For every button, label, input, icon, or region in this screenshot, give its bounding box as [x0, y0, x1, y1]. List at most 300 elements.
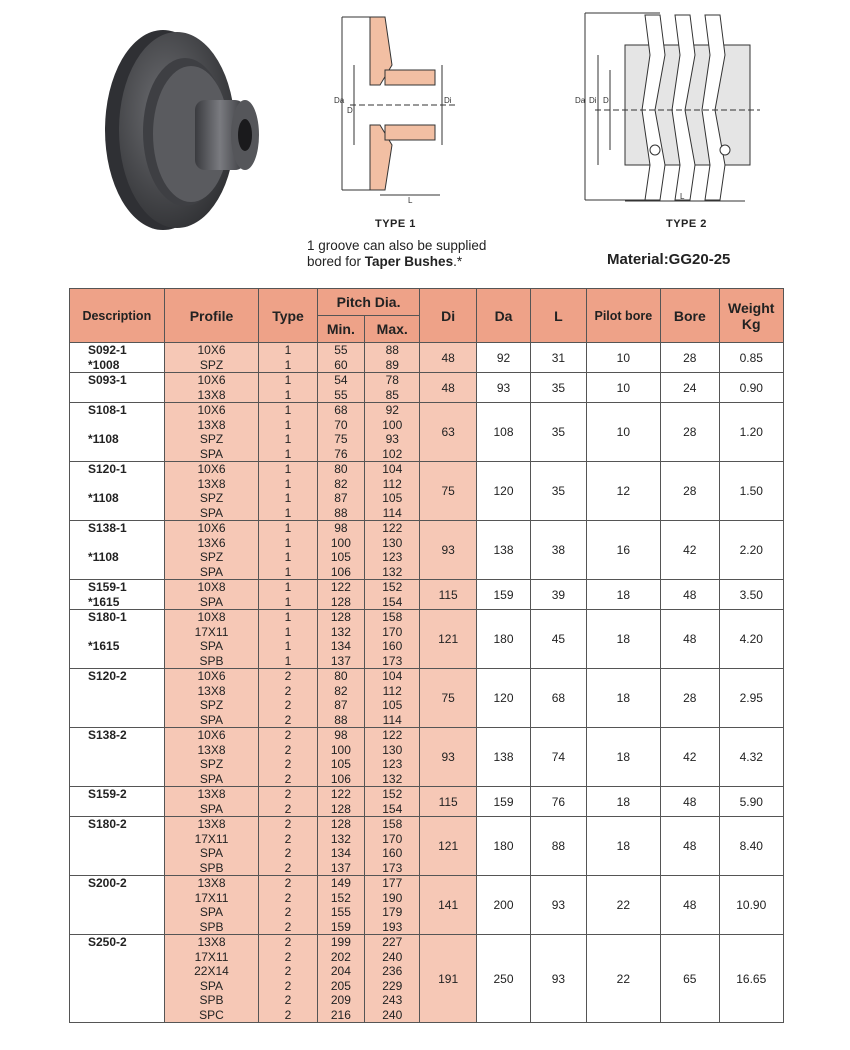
desc-line: [88, 698, 164, 713]
max-line: 158: [382, 610, 403, 624]
min-line: 75: [334, 432, 348, 446]
type-line: 2: [284, 683, 292, 698]
pitch-min-cell: [317, 580, 364, 610]
min-line: 122: [330, 580, 351, 594]
type-line: 2: [284, 801, 292, 816]
pulley-photo: [95, 20, 265, 235]
max-line: 236: [382, 964, 403, 978]
l-cell: 39: [531, 580, 586, 610]
weight-cell: 3.50: [719, 580, 784, 610]
desc-line: [88, 993, 164, 1008]
max-line: 170: [382, 624, 403, 639]
type-line: 2: [284, 905, 292, 919]
desc-cell: [70, 669, 165, 728]
min-line: 82: [334, 476, 348, 491]
note-line-2: [307, 254, 486, 270]
da-cell: 92: [476, 343, 530, 373]
da-cell: 180: [476, 817, 530, 876]
type-line: 1: [284, 580, 292, 594]
l-cell: 76: [531, 787, 586, 817]
weight-cell: 2.95: [719, 669, 784, 728]
note-line-1: 1 groove can also be supplied: [307, 238, 487, 253]
type-line: 1: [284, 564, 292, 579]
spec-table: [69, 288, 784, 1023]
desc-line: S159-1: [88, 580, 127, 594]
pilot-bore-cell: 18: [586, 817, 661, 876]
header-l: L: [531, 289, 586, 343]
type1-diagram: [330, 5, 470, 210]
pilot-bore-cell: 18: [586, 580, 661, 610]
header-weight-line-1: Weight: [728, 299, 775, 316]
table-header: [70, 289, 784, 343]
max-line: 105: [382, 491, 403, 505]
label-da: Da: [334, 96, 345, 105]
profile-line: 17X11: [194, 624, 229, 639]
min-line: 159: [330, 919, 351, 934]
profile-line: 13X6: [197, 535, 226, 550]
profile-line: SPA: [199, 594, 224, 609]
type-line: 2: [284, 949, 292, 964]
weight-cell: 1.20: [719, 403, 784, 462]
min-line: 105: [330, 550, 351, 564]
type-line: 1: [284, 639, 292, 653]
min-line: 149: [330, 876, 351, 890]
header-type: Type: [259, 289, 317, 343]
type-line: 1: [284, 653, 292, 668]
label-da: Da: [575, 96, 586, 105]
profile-line: SPA: [199, 801, 224, 816]
desc-cell: [70, 343, 165, 373]
min-line: 60: [334, 357, 348, 372]
type-line: 1: [284, 357, 292, 372]
min-line: 216: [330, 1007, 351, 1022]
desc-line: [88, 846, 164, 861]
desc-line: [88, 832, 164, 847]
di-cell: 141: [420, 876, 476, 935]
l-cell: 88: [531, 817, 586, 876]
da-cell: 138: [476, 521, 530, 580]
max-line: 100: [382, 417, 403, 432]
type-line: 1: [284, 491, 292, 505]
pitch-min-cell: [317, 610, 364, 669]
max-line: 130: [382, 742, 403, 757]
l-cell: 93: [531, 876, 586, 935]
pitch-max-cell: [365, 787, 420, 817]
type-line: 1: [284, 521, 292, 535]
profile-line: 10X6: [197, 728, 226, 742]
desc-line: [88, 802, 164, 817]
type-line: 2: [284, 712, 292, 727]
pitch-min-cell: [317, 728, 364, 787]
type-line: 1: [284, 535, 292, 550]
type-cell: [259, 343, 317, 373]
desc-line: [88, 418, 164, 433]
min-line: 68: [334, 403, 348, 417]
type-line: 1: [284, 610, 292, 624]
weight-cell: 1.50: [719, 462, 784, 521]
type-line: 2: [284, 890, 292, 905]
header-da: Da: [476, 289, 530, 343]
desc-line: *1615: [88, 639, 120, 653]
type2-caption: TYPE 2: [666, 218, 707, 230]
pitch-min-cell: [317, 373, 364, 403]
profile-line: 13X8: [197, 387, 226, 402]
table-row: [70, 876, 784, 935]
header-description: Description: [70, 289, 165, 343]
profile-line: 10X6: [197, 669, 226, 683]
desc-line: S138-1: [88, 521, 127, 535]
desc-line: [88, 757, 164, 772]
type-line: 1: [284, 462, 292, 476]
bore-cell: 42: [661, 521, 719, 580]
l-cell: 35: [531, 462, 586, 521]
profile-cell: [164, 610, 259, 669]
weight-cell: 4.32: [719, 728, 784, 787]
profile-line: SPA: [199, 505, 224, 520]
max-line: 123: [382, 550, 403, 564]
min-line: 199: [330, 935, 351, 949]
da-cell: 108: [476, 403, 530, 462]
type-line: 2: [284, 669, 292, 683]
label-l: L: [680, 192, 685, 201]
min-line: 82: [334, 683, 348, 698]
min-line: 132: [330, 624, 351, 639]
di-cell: 121: [420, 817, 476, 876]
type-line: 2: [284, 964, 292, 978]
header-min: Min.: [317, 316, 364, 343]
min-line: 134: [330, 846, 351, 860]
pitch-max-cell: [365, 669, 420, 728]
pitch-max-cell: [365, 403, 420, 462]
desc-cell: [70, 373, 165, 403]
taper-bush-note: [307, 238, 486, 270]
min-line: 87: [334, 698, 348, 712]
desc-line: [88, 920, 164, 935]
profile-line: 10X6: [197, 343, 226, 357]
profile-line: SPA: [199, 771, 224, 786]
desc-line: [88, 1008, 164, 1023]
di-cell: 191: [420, 935, 476, 1023]
desc-cell: [70, 787, 165, 817]
profile-cell: [164, 817, 259, 876]
note-line-2-prefix: bored for: [307, 254, 365, 269]
min-line: 122: [330, 787, 351, 801]
da-cell: 250: [476, 935, 530, 1023]
da-cell: 120: [476, 462, 530, 521]
type-line: 2: [284, 993, 292, 1007]
desc-line: [88, 565, 164, 580]
profile-line: SPA: [199, 639, 224, 653]
pitch-min-cell: [317, 669, 364, 728]
max-line: 114: [382, 505, 402, 520]
pitch-max-cell: [365, 373, 420, 403]
pilot-bore-cell: 10: [586, 403, 661, 462]
profile-line: 13X8: [197, 876, 226, 890]
desc-line: S180-1: [88, 610, 127, 624]
profile-line: SPZ: [199, 757, 224, 771]
min-line: 98: [334, 728, 348, 742]
min-line: 55: [334, 387, 348, 402]
header-profile: Profile: [164, 289, 259, 343]
desc-line: [88, 654, 164, 669]
max-line: 132: [382, 771, 403, 786]
pitch-min-cell: [317, 403, 364, 462]
max-line: 243: [382, 993, 403, 1007]
max-line: 104: [382, 462, 403, 476]
l-cell: 68: [531, 669, 586, 728]
da-cell: 159: [476, 787, 530, 817]
pitch-max-cell: [365, 610, 420, 669]
di-cell: 48: [420, 373, 476, 403]
weight-cell: 4.20: [719, 610, 784, 669]
label-l: L: [408, 196, 413, 205]
pitch-max-cell: [365, 876, 420, 935]
di-cell: 63: [420, 403, 476, 462]
weight-cell: 16.65: [719, 935, 784, 1023]
label-d: D: [347, 106, 353, 115]
profile-line: 10X6: [197, 462, 226, 476]
profile-line: SPA: [199, 564, 224, 579]
desc-line: [88, 388, 164, 403]
di-cell: 93: [420, 521, 476, 580]
profile-line: SPZ: [199, 491, 224, 505]
header-max: Max.: [365, 316, 420, 343]
max-line: 158: [382, 817, 403, 831]
min-line: 54: [334, 373, 348, 387]
profile-line: SPB: [199, 860, 224, 875]
desc-line: *1108: [88, 550, 119, 564]
max-line: 240: [382, 949, 403, 964]
max-line: 89: [385, 357, 399, 372]
max-line: 193: [382, 919, 403, 934]
profile-line: SPA: [199, 846, 224, 860]
profile-cell: [164, 373, 259, 403]
desc-cell: [70, 403, 165, 462]
da-cell: 138: [476, 728, 530, 787]
min-line: 128: [330, 610, 351, 624]
weight-cell: 5.90: [719, 787, 784, 817]
table-row: [70, 403, 784, 462]
max-line: 177: [382, 876, 403, 890]
type-line: 2: [284, 757, 292, 771]
profile-line: 13X8: [197, 787, 226, 801]
type-line: 1: [284, 432, 292, 446]
min-line: 106: [330, 771, 351, 786]
min-line: 128: [330, 801, 351, 816]
l-cell: 35: [531, 373, 586, 403]
max-line: 170: [382, 831, 403, 846]
profile-line: SPA: [199, 978, 224, 993]
desc-cell: [70, 876, 165, 935]
max-line: 102: [382, 446, 403, 461]
weight-cell: 10.90: [719, 876, 784, 935]
max-line: 123: [382, 757, 403, 771]
type-line: 1: [284, 403, 292, 417]
max-line: 227: [382, 935, 403, 949]
profile-line: 17X11: [194, 890, 229, 905]
type-cell: [259, 935, 317, 1023]
min-line: 134: [330, 639, 351, 653]
profile-line: SPB: [199, 653, 224, 668]
max-line: 104: [382, 669, 403, 683]
bore-cell: 48: [661, 787, 719, 817]
min-line: 128: [330, 817, 351, 831]
type-line: 2: [284, 846, 292, 860]
type-line: 2: [284, 787, 292, 801]
profile-line: 10X6: [197, 521, 226, 535]
profile-cell: [164, 787, 259, 817]
desc-line: *1615: [88, 594, 120, 609]
type-line: 2: [284, 935, 292, 949]
table-row: [70, 787, 784, 817]
min-line: 128: [330, 594, 351, 609]
min-line: 100: [330, 535, 351, 550]
max-line: 154: [382, 594, 403, 609]
pitch-min-cell: [317, 935, 364, 1023]
label-di: Di: [444, 96, 452, 105]
pitch-min-cell: [317, 462, 364, 521]
pitch-max-cell: [365, 521, 420, 580]
desc-cell: [70, 521, 165, 580]
max-line: 130: [382, 535, 403, 550]
desc-line: *1008: [88, 357, 120, 372]
desc-line: [88, 625, 164, 640]
max-line: 112: [382, 683, 402, 698]
table-row: [70, 728, 784, 787]
type-cell: [259, 462, 317, 521]
profile-line: SPB: [199, 993, 224, 1007]
profile-line: 13X8: [197, 817, 226, 831]
table-row: [70, 373, 784, 403]
min-line: 100: [330, 742, 351, 757]
table-row: [70, 669, 784, 728]
material-label: Material:GG20-25: [607, 251, 731, 268]
pitch-max-cell: [365, 580, 420, 610]
type-line: 1: [284, 387, 292, 402]
min-line: 202: [330, 949, 351, 964]
table-row: [70, 343, 784, 373]
profile-line: SPZ: [199, 698, 224, 712]
max-line: 105: [382, 698, 403, 712]
max-line: 122: [382, 728, 403, 742]
type-line: 2: [284, 1007, 292, 1022]
desc-cell: [70, 610, 165, 669]
weight-cell: 2.20: [719, 521, 784, 580]
pitch-max-cell: [365, 935, 420, 1023]
max-line: 173: [382, 860, 403, 875]
min-line: 88: [334, 505, 348, 520]
min-line: 98: [334, 521, 348, 535]
da-cell: 120: [476, 669, 530, 728]
profile-cell: [164, 728, 259, 787]
max-line: 154: [382, 801, 403, 816]
type-cell: [259, 669, 317, 728]
type-cell: [259, 787, 317, 817]
header-di: Di: [420, 289, 476, 343]
desc-line: [88, 861, 164, 876]
profile-cell: [164, 403, 259, 462]
profile-line: 13X8: [197, 683, 226, 698]
profile-cell: [164, 343, 259, 373]
desc-line: [88, 536, 164, 551]
min-line: 88: [334, 712, 348, 727]
type-cell: [259, 373, 317, 403]
min-line: 76: [334, 446, 348, 461]
pitch-max-cell: [365, 343, 420, 373]
pitch-min-cell: [317, 876, 364, 935]
da-cell: 93: [476, 373, 530, 403]
di-cell: 115: [420, 787, 476, 817]
pilot-bore-cell: 18: [586, 728, 661, 787]
type-line: 1: [284, 624, 292, 639]
bore-cell: 28: [661, 343, 719, 373]
desc-line: S092-1: [88, 343, 127, 357]
min-line: 87: [334, 491, 348, 505]
profile-line: 10X6: [197, 373, 226, 387]
desc-line: S120-1: [88, 462, 127, 476]
profile-line: 13X8: [197, 476, 226, 491]
type-line: 2: [284, 728, 292, 742]
pilot-bore-cell: 18: [586, 610, 661, 669]
min-line: 70: [334, 417, 348, 432]
label-d: D: [603, 96, 609, 105]
max-line: 173: [382, 653, 403, 668]
type1-caption: TYPE 1: [375, 218, 416, 230]
weight-cell: 0.90: [719, 373, 784, 403]
profile-line: 10X6: [197, 403, 226, 417]
pilot-bore-cell: 10: [586, 343, 661, 373]
label-di: Di: [589, 96, 597, 105]
type-line: 2: [284, 817, 292, 831]
weight-cell: 0.85: [719, 343, 784, 373]
type-line: 1: [284, 343, 292, 357]
di-cell: 121: [420, 610, 476, 669]
pitch-max-cell: [365, 728, 420, 787]
max-line: 152: [382, 580, 403, 594]
min-line: 106: [330, 564, 351, 579]
max-line: 93: [385, 432, 399, 446]
l-cell: 74: [531, 728, 586, 787]
bore-cell: 65: [661, 935, 719, 1023]
min-line: 205: [330, 978, 351, 993]
max-line: 112: [382, 476, 402, 491]
pilot-bore-cell: 16: [586, 521, 661, 580]
desc-line: [88, 891, 164, 906]
type-cell: [259, 610, 317, 669]
min-line: 55: [334, 343, 348, 357]
desc-cell: [70, 935, 165, 1023]
type-cell: [259, 817, 317, 876]
min-line: 105: [330, 757, 351, 771]
note-line-2-bold: Taper Bushes: [364, 254, 454, 269]
min-line: 204: [330, 964, 351, 978]
profile-line: 10X8: [197, 580, 226, 594]
max-line: 132: [382, 564, 403, 579]
min-line: 209: [330, 993, 351, 1007]
desc-line: S120-2: [88, 669, 127, 683]
max-line: 114: [382, 712, 402, 727]
profile-line: SPA: [199, 446, 224, 461]
profile-cell: [164, 580, 259, 610]
pilot-bore-cell: 18: [586, 669, 661, 728]
di-cell: 115: [420, 580, 476, 610]
table-row: [70, 462, 784, 521]
min-line: 132: [330, 831, 351, 846]
desc-line: [88, 964, 164, 979]
bore-cell: 24: [661, 373, 719, 403]
min-line: 152: [330, 890, 351, 905]
desc-line: [88, 506, 164, 521]
